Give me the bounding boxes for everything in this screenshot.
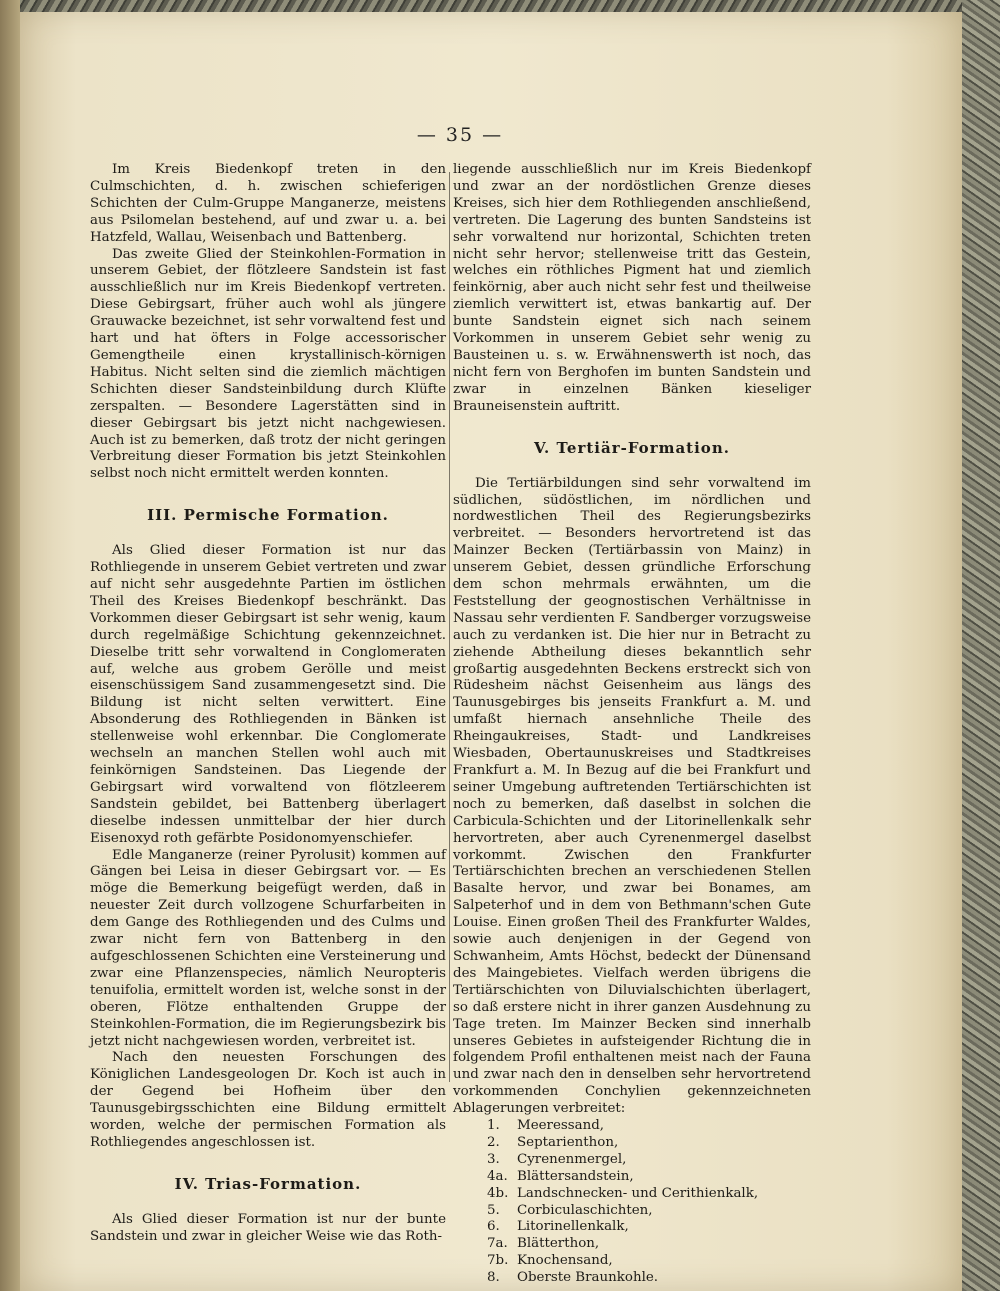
list-item: 3. Cyrenenmergel, (487, 1151, 627, 1167)
paragraph: Nach den neuesten Forschungen des Königlichen Landesgeologen Dr. Koch ist auch in der Gegend bei Hofheim über den Taunusgebirgsschichten eine Bildung ermittelt worden, welche der permischen Formation als Rothliegendes angeschlossen ist. (90, 1050, 446, 1150)
strata-list (453, 1118, 811, 1287)
list-item: 2. Septarienthon, (487, 1134, 619, 1150)
list-item: 5. Corbiculaschichten, (487, 1202, 653, 1218)
paragraph: Das zweite Glied der Steinkohlen-Formation in unserem Gebiet, der flötzleere Sandstein ist fast ausschließlich nur im Kreis Biedenkopf vertreten. Diese Gebirgsart, früher auch wohl als jüngere Grauwacke bezeichnet, ist sehr vorwaltend fest und hart und hat öfters in Folge accessorischer Gemengtheile einen krystallinisch-körnigen Habitus. Nicht selten sind die ziemlich mächtigen Schichten dieser Sandsteinbildung durch Klüfte zerspalten. — Besondere Lagerstätten sind in dieser Gebirgsart bis jetzt nicht nachgewiesen. Auch ist zu bemerken, daß trotz der nicht geringen Verbreitung dieser Formation bis jetzt Steinkohlen selbst noch nicht ermittelt werden konnten. (90, 246, 446, 482)
list-item: 4a. Blättersandstein, (487, 1168, 634, 1184)
paragraph: Als Glied dieser Formation ist nur der bunte Sandstein und zwar in gleicher Weise wie das Roth- (90, 1211, 446, 1244)
section-heading-trias: IV. Trias-Formation. (174, 1174, 362, 1193)
list-item: 7a. Blätterthon, (487, 1236, 600, 1252)
page-number: — 35 — (416, 124, 504, 146)
left-column (90, 162, 446, 1246)
section-heading-permian: III. Permische Formation. (147, 506, 389, 525)
paragraph: liegende ausschließlich nur im Kreis Biedenkopf und zwar an der nordöstlichen Grenze dieses Kreises, sich hier dem Rothliegenden anschließend, vertreten. Die Lagerung des bunten Sandsteins ist sehr vorwaltend nur horizontal, Schichten treten nicht sehr hervor; stellenweise tritt das Gestein, welches ein röthliches Pigment hat und ziemlich feinkörnig, aber auch nicht sehr fest und theilweise ziemlich verwittert ist, etwas bankartig auf. Der bunte Sandstein eignet sich nach seinem Vorkommen in unserem Gebiet sehr wenig zu Bausteinen u. s. w. Erwähnenswerth ist noch, das nicht fern von Berghofen im bunten Sandstein und zwar in einzelnen Bänken kieseliger Brauneisenstein auftritt. (453, 162, 811, 414)
right-column (453, 162, 811, 1287)
paragraph: Die Tertiärbildungen sind sehr vorwaltend im südlichen, südöstlichen, im nördlichen und nordwestlichen Theil des Regierungsbezirks verbreitet. — Besonders hervortretend ist das Mainzer Becken (Tertiärbassin von Mainz) in unserem Gebiet, dessen gründliche Erforschung dem schon mehrmals erwähnten, um die Feststellung der geognostischen Verhältnisse in Nassau sehr verdienten F. Sandberger vorzugsweise auch zu verdanken ist. Die hier nur in Betracht zu ziehende Abtheilung dieses bekanntlich sehr großartig ausgedehnten Beckens erstreckt sich von Rüdesheim nächst Geisenheim aus längs des Taunusgebirges bis jenseits Frankfurt a. M. und umfaßt hiernach ansehnliche Theile des Rheingaukreises, Stadt- und Landkreises Wiesbaden, Obertaunuskreises und Stadtkreises Frankfurt a. M. In Bezug auf die bei Frankfurt und seiner Umgebung auftretenden Tertiärschichten ist noch zu bemerken, daß daselbst in solchen die Carbicula-Schichten und der Litorinellenkalk sehr hervortreten, aber auch Cyrenenmergel daselbst vorkommt. Zwischen den Frankfurter Tertiärschichten brechen an verschiedenen Stellen Basalte hervor, und zwar bei Bonames, am Salpeterhof und in dem von Bethmann'schen Gute Louise. Einen großen Theil des Frankfurter Waldes, sowie auch denjenigen in der Gegend von Schwanheim, Amts Höchst, bedeckt der Dünensand des Maingebietes. Vielfach werden übrigens die Tertiärschichten von Diluvialschichten überlagert, so daß erstere nicht in ihrer ganzen Ausdehnung zu Tage treten. Im Mainzer Becken sind innerhalb unseres Gebietes in aufsteigender Richtung die in folgendem Profil enthaltenen meist nach der Fauna und zwar nach den in denselben sehr hervortretend vorkommenden Conchylien gekennzeichneten Ablagerungen verbreitet: (453, 475, 811, 1117)
list-item: 8. Oberste Braunkohle. (487, 1270, 659, 1286)
list-item: 1. Meeressand, (487, 1118, 605, 1134)
paragraph: Edle Manganerze (reiner Pyrolusit) kommen auf Gängen bei Leisa in dieser Gebirgsart vor. — Es möge die Bemerkung beigefügt werden, daß in neuester Zeit durch vollzogene Schurfarbeiten in dem Gange des Rothliegenden und des Culms und zwar nicht fern von Battenberg in den aufgeschlossenen Schichten eine Versteinerung und zwar eine Pflanzenspecies, nämlich Neuropteris tenuifolia, ermittelt worden ist, welche sonst in der oberen, Flötze enthaltenden Gruppe der Steinkohlen-Formation, die im Regierungsbezirk bis jetzt nicht nachgewiesen worden, verbreitet ist. (90, 847, 446, 1049)
paragraph: Als Glied dieser Formation ist nur das Rothliegende in unserem Gebiet vertreten und zwar auf nicht sehr ausgedehnte Partien im östlichen Theil des Kreises Biedenkopf beschränkt. Das Vorkommen dieser Gebirgsart ist sehr wenig, kaum durch regelmäßige Schichtung gekennzeichnet. Dieselbe tritt sehr vorwaltend in Conglomeraten auf, welche aus grobem Gerölle und meist eisenschüssigem Sand zusammengesetzt sind. Die Bildung ist nicht selten verwittert. Eine Absonderung des Rothliegenden in Bänken ist stellenweise wohl erkennbar. Die Conglomerate wechseln an manchen Stellen wohl auch mit feinkörnigen Sandsteinen. Das Liegende der Gebirgsart wird vorwaltend von flötzleerem Sandstein gebildet, bei Battenberg überlagert dieselbe indessen unmittelbar der hier durch Eisenoxyd roth gefärbte Posidonomyenschiefer. (90, 543, 446, 846)
book-page (20, 12, 962, 1291)
top-marbled-edge (0, 0, 1000, 12)
marbled-page-edge (962, 0, 1000, 1291)
section-heading-tertiary: V. Tertiär-Formation. (534, 438, 730, 457)
list-item: 6. Litorinellenkalk, (487, 1219, 629, 1235)
list-item: 7b. Knochensand, (487, 1253, 613, 1269)
paragraph: Im Kreis Biedenkopf treten in den Culmschichten, d. h. zwischen schieferigen Schichten der Culm-Gruppe Manganerze, meistens aus Psilomelan bestehend, auf und zwar u. a. bei Hatzfeld, Wallau, Weisenbach und Battenberg. (90, 162, 446, 245)
column-divider (449, 172, 450, 1082)
binding-edge (0, 0, 20, 1291)
list-item: 4b. Landschnecken- und Cerithienkalk, (487, 1185, 759, 1201)
